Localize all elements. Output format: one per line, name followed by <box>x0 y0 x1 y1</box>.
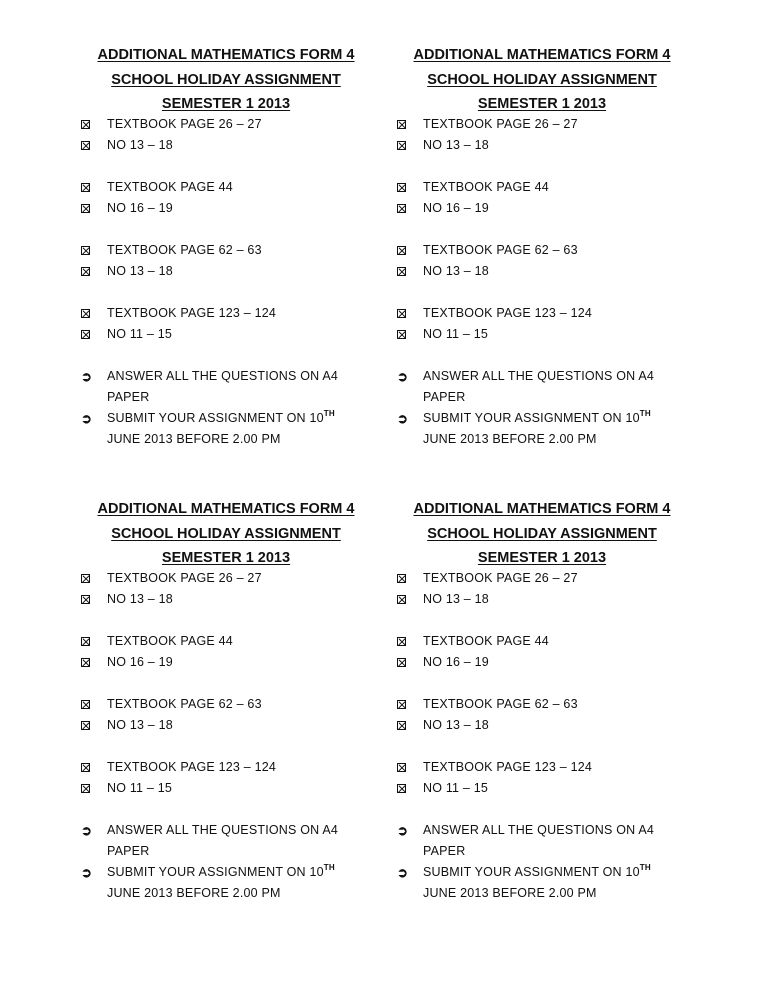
task-page-row <box>81 568 376 589</box>
task-page: TEXTBOOK PAGE 44 <box>423 634 549 648</box>
checkbox-x-icon <box>397 261 423 282</box>
task-numbers: NO 16 – 19 <box>107 655 173 669</box>
task-page: TEXTBOOK PAGE 62 – 63 <box>423 243 578 257</box>
task-numbers: NO 13 – 18 <box>423 592 489 606</box>
checkbox-x-icon <box>397 177 423 198</box>
note-submit-line2: JUNE 2013 BEFORE 2.00 PM <box>107 432 281 446</box>
task-numbers-row <box>397 198 692 219</box>
card-semester: SEMESTER 1 2013 <box>161 96 291 112</box>
checkbox-x-icon <box>397 568 423 589</box>
checkbox-x-icon <box>81 778 107 799</box>
task-page-row <box>81 631 376 652</box>
task-numbers-row <box>397 652 692 673</box>
card-semester: SEMESTER 1 2013 <box>161 550 291 566</box>
note-submit-line1: SUBMIT YOUR ASSIGNMENT ON 10 <box>107 411 324 425</box>
task-page-row <box>81 757 376 778</box>
note-answer-line1: ANSWER ALL THE QUESTIONS ON A4 <box>107 823 339 837</box>
checkbox-x-icon <box>397 135 423 156</box>
task-page: TEXTBOOK PAGE 62 – 63 <box>423 697 578 711</box>
checkbox-x-icon <box>397 198 423 219</box>
task-group <box>81 568 376 904</box>
task-page-row <box>397 631 692 652</box>
note-submit-line1: SUBMIT YOUR ASSIGNMENT ON 10 <box>423 411 640 425</box>
task-numbers-row <box>81 589 376 610</box>
task-page-row <box>81 114 376 135</box>
note-submit-sup: TH <box>639 409 651 418</box>
card-semester: SEMESTER 1 2013 <box>477 550 607 566</box>
checkbox-x-icon <box>397 631 423 652</box>
checkbox-x-icon <box>81 652 107 673</box>
arrow-bullet-icon: ➲ <box>397 865 409 880</box>
checkbox-x-icon <box>81 631 107 652</box>
task-numbers-row <box>81 778 376 799</box>
task-page: TEXTBOOK PAGE 26 – 27 <box>107 117 262 131</box>
note-submit <box>397 862 692 904</box>
note-answer-line2: PAPER <box>423 844 466 858</box>
task-numbers: NO 13 – 18 <box>107 264 173 278</box>
task-page-row <box>397 177 692 198</box>
task-numbers-row <box>81 135 376 156</box>
task-numbers-row <box>397 324 692 345</box>
arrow-bullet-icon: ➲ <box>81 369 93 384</box>
task-page: TEXTBOOK PAGE 123 – 124 <box>423 306 593 320</box>
note-answer-line1: ANSWER ALL THE QUESTIONS ON A4 <box>423 823 655 837</box>
task-numbers: NO 11 – 15 <box>107 781 173 795</box>
checkbox-x-icon <box>397 240 423 261</box>
note-submit <box>81 408 376 450</box>
task-page-row <box>397 757 692 778</box>
card-subtitle: SCHOOL HOLIDAY ASSIGNMENT <box>427 72 657 88</box>
checkbox-x-icon <box>397 715 423 736</box>
task-group <box>397 568 692 904</box>
note-answer-line1: ANSWER ALL THE QUESTIONS ON A4 <box>107 369 339 383</box>
checkbox-x-icon <box>397 694 423 715</box>
checkbox-x-icon <box>81 589 107 610</box>
checkbox-x-icon <box>397 778 423 799</box>
task-page-row <box>397 694 692 715</box>
note-answer-line1: ANSWER ALL THE QUESTIONS ON A4 <box>423 369 655 383</box>
note-submit-line2: JUNE 2013 BEFORE 2.00 PM <box>107 886 281 900</box>
task-numbers: NO 13 – 18 <box>423 138 489 152</box>
task-numbers: NO 13 – 18 <box>107 592 173 606</box>
task-page-row <box>397 568 692 589</box>
note-submit-sup: TH <box>639 863 651 872</box>
task-numbers: NO 13 – 18 <box>423 718 489 732</box>
note-answer-line2: PAPER <box>107 844 150 858</box>
task-numbers: NO 16 – 19 <box>107 201 173 215</box>
assignment-card <box>76 45 376 450</box>
task-numbers-row <box>81 261 376 282</box>
task-page: TEXTBOOK PAGE 123 – 124 <box>107 306 277 320</box>
note-answer <box>81 366 376 408</box>
arrow-bullet-icon: ➲ <box>81 865 93 880</box>
checkbox-x-icon <box>81 198 107 219</box>
task-page: TEXTBOOK PAGE 62 – 63 <box>107 697 262 711</box>
checkbox-x-icon <box>397 324 423 345</box>
task-page-row <box>81 240 376 261</box>
arrow-bullet-icon: ➲ <box>397 823 409 838</box>
card-title: ADDITIONAL MATHEMATICS FORM 4 <box>413 501 671 517</box>
task-group <box>397 114 692 450</box>
task-page: TEXTBOOK PAGE 26 – 27 <box>423 117 578 131</box>
task-numbers-row <box>397 778 692 799</box>
task-page-row <box>81 694 376 715</box>
note-submit-line1: SUBMIT YOUR ASSIGNMENT ON 10 <box>107 865 324 879</box>
note-submit-line2: JUNE 2013 BEFORE 2.00 PM <box>423 432 597 446</box>
note-answer-line2: PAPER <box>423 390 466 404</box>
checkbox-x-icon <box>397 757 423 778</box>
note-submit <box>397 408 692 450</box>
task-numbers: NO 13 – 18 <box>107 718 173 732</box>
arrow-bullet-icon: ➲ <box>81 823 93 838</box>
task-numbers-row <box>81 715 376 736</box>
note-answer <box>81 820 376 862</box>
checkbox-x-icon <box>81 177 107 198</box>
card-title: ADDITIONAL MATHEMATICS FORM 4 <box>97 47 355 63</box>
task-numbers: NO 16 – 19 <box>423 655 489 669</box>
checkbox-x-icon <box>397 303 423 324</box>
assignment-card <box>76 499 376 904</box>
assignment-card <box>392 45 692 450</box>
task-page: TEXTBOOK PAGE 123 – 124 <box>423 760 593 774</box>
task-numbers: NO 11 – 15 <box>423 781 489 795</box>
card-title: ADDITIONAL MATHEMATICS FORM 4 <box>97 501 355 517</box>
task-page: TEXTBOOK PAGE 44 <box>423 180 549 194</box>
task-numbers-row <box>397 135 692 156</box>
note-submit-sup: TH <box>323 409 335 418</box>
card-subtitle: SCHOOL HOLIDAY ASSIGNMENT <box>427 526 657 542</box>
task-page-row <box>81 303 376 324</box>
task-page: TEXTBOOK PAGE 44 <box>107 634 233 648</box>
task-page-row <box>397 240 692 261</box>
card-title: ADDITIONAL MATHEMATICS FORM 4 <box>413 47 671 63</box>
task-page: TEXTBOOK PAGE 123 – 124 <box>107 760 277 774</box>
note-submit-line2: JUNE 2013 BEFORE 2.00 PM <box>423 886 597 900</box>
note-answer <box>397 366 692 408</box>
checkbox-x-icon <box>397 589 423 610</box>
checkbox-x-icon <box>81 135 107 156</box>
checkbox-x-icon <box>397 652 423 673</box>
arrow-bullet-icon: ➲ <box>397 369 409 384</box>
task-numbers: NO 16 – 19 <box>423 201 489 215</box>
assignment-card <box>392 499 692 904</box>
checkbox-x-icon <box>81 240 107 261</box>
note-submit <box>81 862 376 904</box>
task-page: TEXTBOOK PAGE 26 – 27 <box>107 571 262 585</box>
card-subtitle: SCHOOL HOLIDAY ASSIGNMENT <box>111 72 341 88</box>
checkbox-x-icon <box>81 694 107 715</box>
card-subtitle: SCHOOL HOLIDAY ASSIGNMENT <box>111 526 341 542</box>
task-page: TEXTBOOK PAGE 44 <box>107 180 233 194</box>
task-numbers: NO 11 – 15 <box>107 327 173 341</box>
checkbox-x-icon <box>81 324 107 345</box>
checkbox-x-icon <box>81 303 107 324</box>
task-page-row <box>397 303 692 324</box>
checkbox-x-icon <box>81 715 107 736</box>
task-page: TEXTBOOK PAGE 62 – 63 <box>107 243 262 257</box>
card-semester: SEMESTER 1 2013 <box>477 96 607 112</box>
note-submit-line1: SUBMIT YOUR ASSIGNMENT ON 10 <box>423 865 640 879</box>
checkbox-x-icon <box>397 114 423 135</box>
checkbox-x-icon <box>81 114 107 135</box>
checkbox-x-icon <box>81 261 107 282</box>
task-numbers-row <box>397 715 692 736</box>
task-numbers: NO 11 – 15 <box>423 327 489 341</box>
checkbox-x-icon <box>81 757 107 778</box>
task-numbers: NO 13 – 18 <box>107 138 173 152</box>
task-numbers-row <box>397 589 692 610</box>
arrow-bullet-icon: ➲ <box>81 411 93 426</box>
checkbox-x-icon <box>81 568 107 589</box>
task-group <box>81 114 376 450</box>
task-numbers-row <box>81 198 376 219</box>
note-submit-sup: TH <box>323 863 335 872</box>
task-page-row <box>81 177 376 198</box>
task-numbers-row <box>81 652 376 673</box>
task-page-row <box>397 114 692 135</box>
task-page: TEXTBOOK PAGE 26 – 27 <box>423 571 578 585</box>
arrow-bullet-icon: ➲ <box>397 411 409 426</box>
task-numbers: NO 13 – 18 <box>423 264 489 278</box>
task-numbers-row <box>81 324 376 345</box>
note-answer-line2: PAPER <box>107 390 150 404</box>
note-answer <box>397 820 692 862</box>
task-numbers-row <box>397 261 692 282</box>
